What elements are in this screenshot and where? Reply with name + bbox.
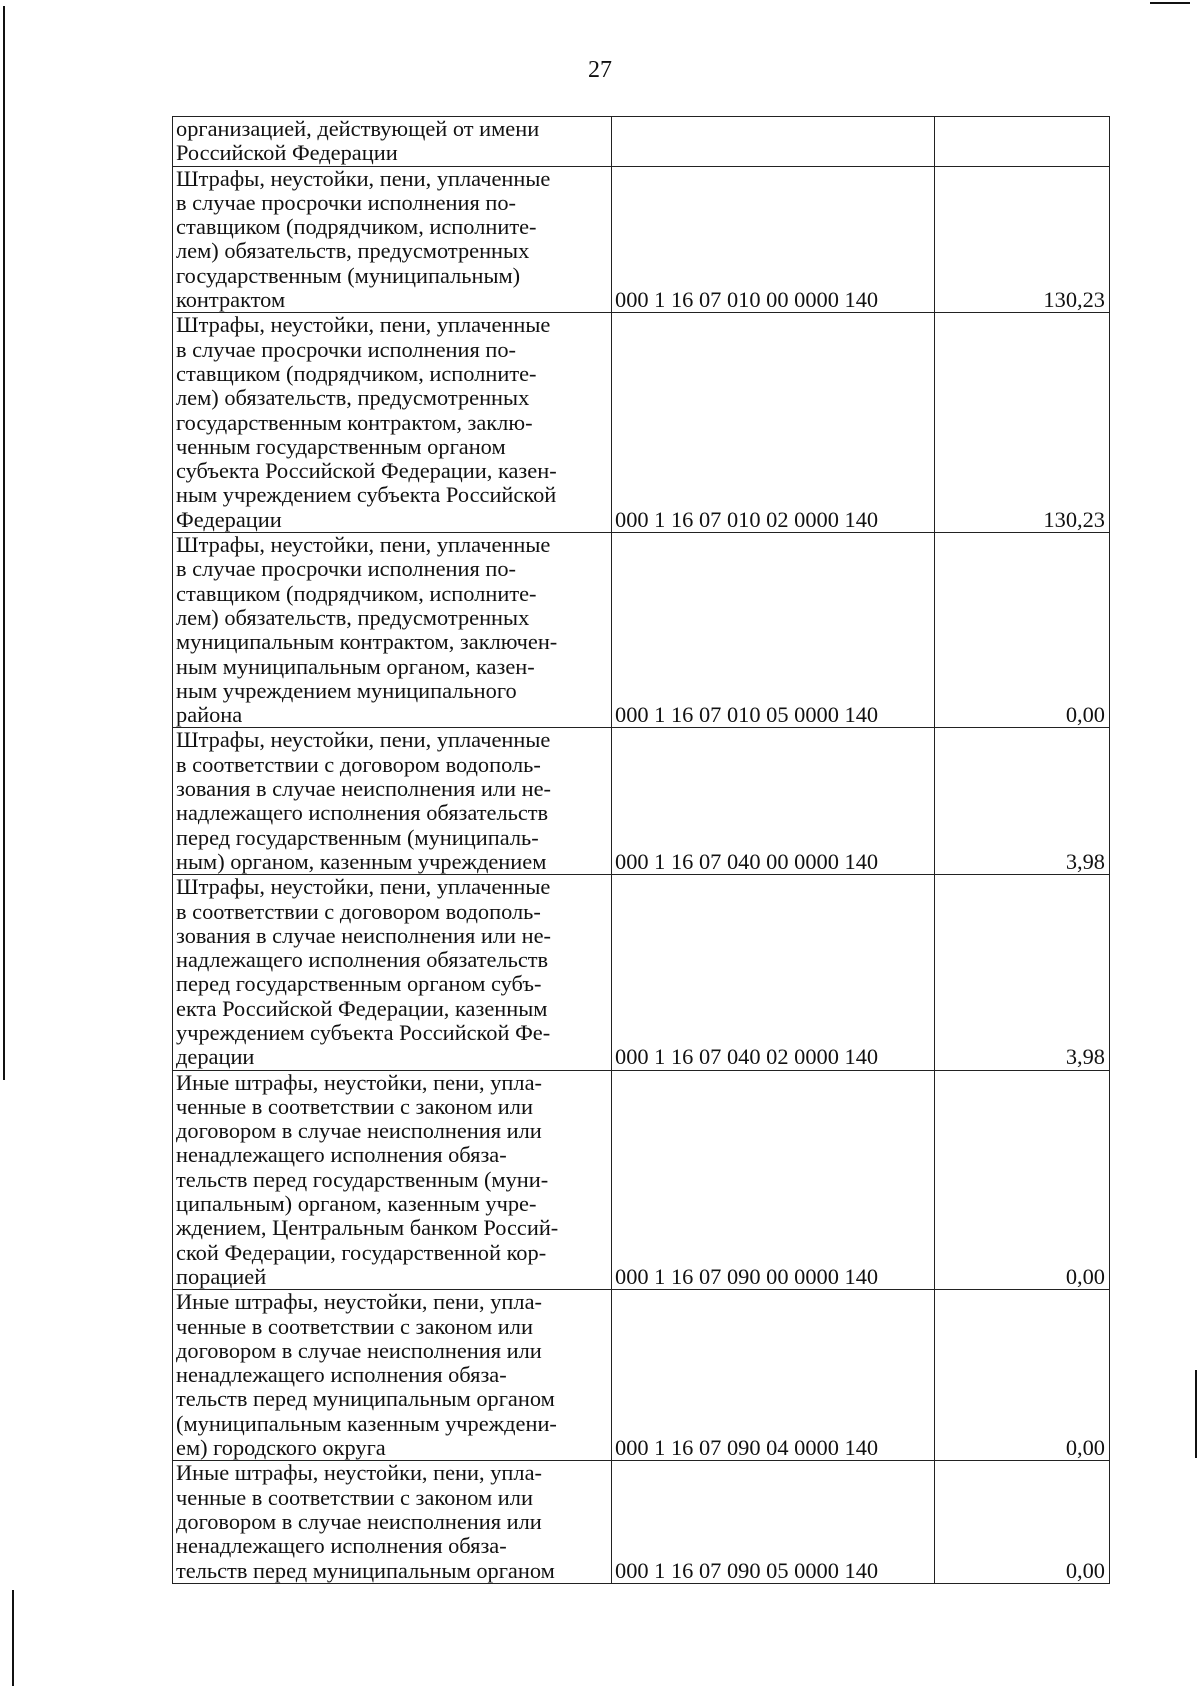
table-row [173, 1461, 1110, 1583]
row-code: 000 1 16 07 010 00 0000 140 [612, 166, 935, 313]
row-amount: 0,00 [935, 533, 1110, 728]
table-row [173, 166, 1110, 313]
table-row [173, 1290, 1110, 1461]
revenue-table [172, 116, 1110, 1584]
scan-edge-mark-right [1195, 1370, 1197, 1458]
row-description: Штрафы, неустойки, пени, уплаченные в случае просрочки исполнения по- ставщиком (подрядчиком, исполните- лем) обязательств, предусмотренных муниципальным контрактом, заключен- ным муниципальным органом, казен- ным учреждением муниципального района [173, 533, 612, 728]
table-row [173, 313, 1110, 533]
row-description: Штрафы, неустойки, пени, уплаченные в соответствии с договором водополь- зования в случае неисполнения или не- надлежащего исполнения обязательств перед государственным (муниципаль- ным) органом, казенным учреждением [173, 728, 612, 875]
page-number: 27 [588, 57, 612, 83]
row-amount: 130,23 [935, 313, 1110, 533]
row-description: Иные штрафы, неустойки, пени, упла- ченные в соответствии с законом или договором в случае неисполнения или ненадлежащего исполнения обяза- тельств перед муниципальным органом (муниципальным казенным учреждени- ем) городского округа [173, 1290, 612, 1461]
row-description: Штрафы, неустойки, пени, уплаченные в соответствии с договором водополь- зования в случае неисполнения или не- надлежащего исполнения обязательств перед государственным органом субъ- екта Российской Федерации, казенным учреждением субъекта Российской Фе- дерации [173, 875, 612, 1070]
row-amount: 0,00 [935, 1290, 1110, 1461]
row-code: 000 1 16 07 090 05 0000 140 [612, 1461, 935, 1583]
row-code: 000 1 16 07 090 04 0000 140 [612, 1290, 935, 1461]
row-amount: 130,23 [935, 166, 1110, 313]
row-code: 000 1 16 07 040 00 0000 140 [612, 728, 935, 875]
row-code: 000 1 16 07 010 02 0000 140 [612, 313, 935, 533]
row-description: Штрафы, неустойки, пени, уплаченные в случае просрочки исполнения по- ставщиком (подрядчиком, исполните- лем) обязательств, предусмотренных государственным контрактом, заклю- ченным государственным органом субъекта Российской Федерации, казен- ным учреждением субъекта Российской Федерации [173, 313, 612, 533]
row-amount: 0,00 [935, 1070, 1110, 1290]
row-code: 000 1 16 07 010 05 0000 140 [612, 533, 935, 728]
table-row [173, 117, 1110, 167]
row-amount: 3,98 [935, 875, 1110, 1070]
table-row [173, 728, 1110, 875]
row-code: 000 1 16 07 090 00 0000 140 [612, 1070, 935, 1290]
row-amount: 3,98 [935, 728, 1110, 875]
row-amount: 0,00 [935, 1461, 1110, 1583]
table-row [173, 875, 1110, 1070]
table-row [173, 533, 1110, 728]
scan-edge-line-left [3, 6, 5, 1080]
table-row [173, 1070, 1110, 1290]
row-description: Штрафы, неустойки, пени, уплаченные в случае просрочки исполнения по- ставщиком (подрядчиком, исполните- лем) обязательств, предусмотренных государственным (муниципальным) контрактом [173, 166, 612, 313]
row-description: организацией, действующей от имени Российской Федерации [173, 117, 612, 167]
scan-edge-mark-top-right [1150, 2, 1190, 4]
row-description: Иные штрафы, неустойки, пени, упла- ченные в соответствии с законом или договором в случае неисполнения или ненадлежащего исполнения обяза- тельств перед муниципальным органом [173, 1461, 612, 1583]
row-amount [935, 117, 1110, 167]
row-code [612, 117, 935, 167]
row-code: 000 1 16 07 040 02 0000 140 [612, 875, 935, 1070]
row-description: Иные штрафы, неустойки, пени, упла- ченные в соответствии с законом или договором в случае неисполнения или ненадлежащего исполнения обяза- тельств перед государственным (муни- ципальным) органом, казенным учре- ждением, Центральным банком Россий- ской Федерации, государственной кор- порацией [173, 1070, 612, 1290]
scan-edge-line-left-lower [12, 1590, 14, 1686]
